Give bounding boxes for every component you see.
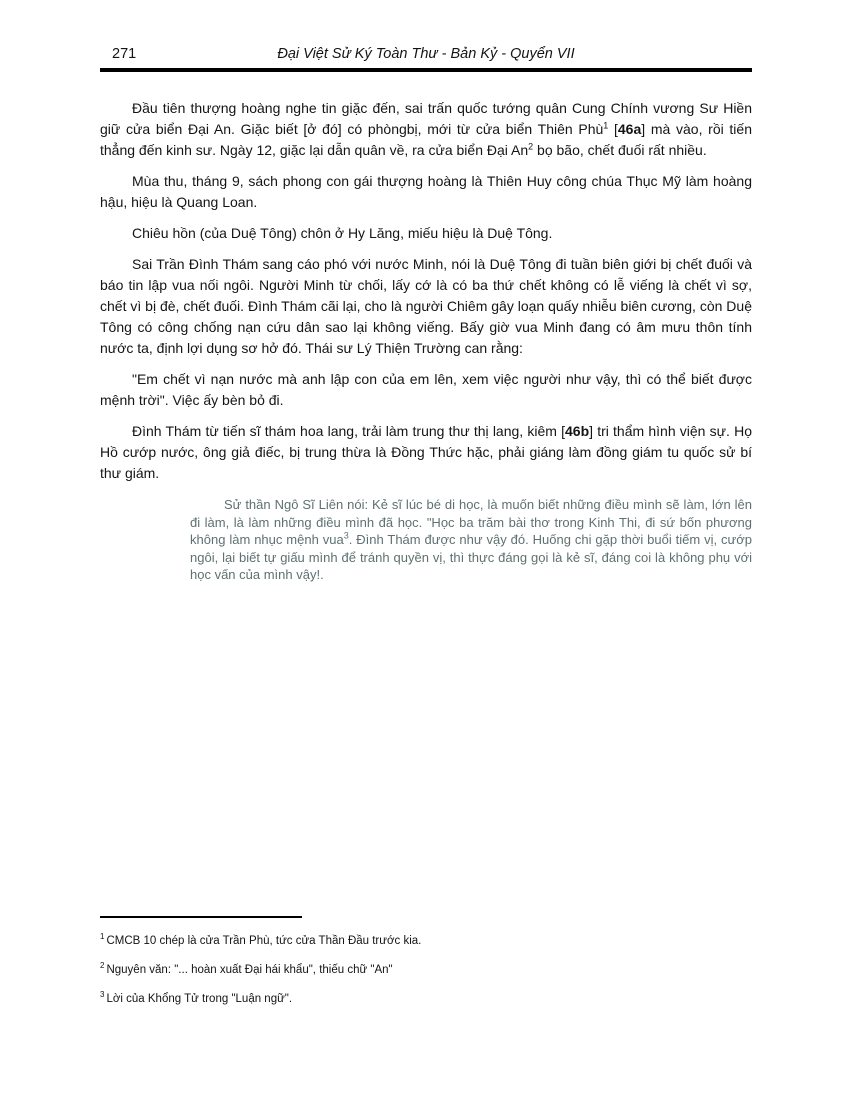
text-run: [ — [608, 121, 618, 137]
footnote-section — [100, 916, 752, 1016]
text-run: Sử thần Ngô Sĩ Liên nói: Kẻ sĩ lúc bé di học, là muốn biết những điều mình sẽ làm, lớn lên đi làm, là làm những điều mình đã học. "Học ba trăm bài thơ trong Kinh Thi, đi sứ bốn phương không làm nhục mệnh vua — [190, 497, 752, 547]
body-text — [100, 98, 752, 584]
footnote-2 — [100, 959, 752, 977]
text-run: "Em chết vì nạn nước mà anh lập con của em lên, xem việc người như vậy, thì có thể biết được mệnh trời". Việc ấy bèn bỏ đi. — [100, 371, 752, 408]
running-title: Đại Việt Sử Ký Toàn Thư - Bản Kỷ - Quyển VII — [277, 46, 575, 62]
paragraph-6 — [100, 421, 752, 484]
text-run: ] mà vào, rồi tiến thẳng đến kinh sư. Ngày 12, giặc lại dẫn quân về, ra cửa biển Đại An — [100, 121, 752, 158]
folio-marker-46b: 46b — [565, 423, 590, 439]
text-run: bọ bão, chết đuối rất nhiều. — [533, 142, 707, 158]
footnote-ref-1: 1 — [603, 120, 609, 131]
footnote-marker: 1 — [100, 932, 105, 941]
footnote-marker: 3 — [100, 989, 105, 999]
footnote-marker: 2 — [100, 960, 105, 970]
footnote-text: Nguyên văn: "... hoàn xuất Đại hái khẩu", thiếu chữ "An" — [106, 963, 393, 976]
footnote-3 — [100, 988, 752, 1006]
page-header — [100, 0, 752, 72]
text-run: Đình Thám từ tiến sĩ thám hoa lang, trải làm trung thư thị lang, kiêm [ — [132, 423, 565, 439]
footnote-ref-3: 3 — [343, 530, 349, 541]
footnote-1 — [100, 930, 752, 948]
folio-marker-46a: 46a — [617, 121, 642, 137]
text-run: Đầu tiên thượng hoàng nghe tin giặc đến, sai trấn quốc tướng quân Cung Chính vương Sư Hiền giữ cửa biển Đại An. Giặc biết [ở đó] có phòngbị, mới từ cửa biển Thiên Phù — [100, 100, 752, 137]
footnote-text: CMCB 10 chép là cửa Trần Phù, tức cửa Thần Đầu trước kia. — [106, 934, 422, 947]
footnote-separator-rule — [100, 916, 302, 918]
text-run: Chiêu hồn (của Duệ Tông) chôn ở Hy Lăng, miếu hiệu là Duệ Tông. — [132, 225, 553, 241]
historian-commentary — [190, 496, 752, 584]
paragraph-3 — [100, 223, 752, 244]
paragraph-5 — [100, 369, 752, 411]
footnote-ref-2: 2 — [528, 141, 534, 152]
paragraph-2 — [100, 171, 752, 213]
header-rule — [100, 68, 752, 72]
text-run: Mùa thu, tháng 9, sách phong con gái thượng hoàng là Thiên Huy công chúa Thục Mỹ làm hoàng hậu, hiệu là Quang Loan. — [100, 173, 752, 210]
page-number: 271 — [112, 46, 137, 62]
paragraph-4 — [100, 254, 752, 359]
text-run: . Đình Thám được như vậy đó. Huống chi gặp thời buổi tiếm vị, cướp ngôi, lại biết tự giấu mình để tránh quyền vị, thì thực đáng gọi là kẻ sĩ, đáng coi là không phụ với học vấn của mình vậy!. — [190, 532, 752, 582]
text-run: ] tri thẩm hình viện sự. Họ Hồ cướp nước, ông giả điếc, bị trung thừa là Đồng Thức hặc, phải giáng làm đồng giám tu quốc sử bí thư giám. — [100, 423, 752, 481]
text-run: Sai Trần Đình Thám sang cáo phó với nước Minh, nói là Duệ Tông đi tuần biên giới bị chết đuối và báo tin lập vua nối ngôi. Người Minh từ chối, lấy cớ là có ba thứ chết không có lễ viếng là chết vì sợ, chết vì bị đè, chết đuối. Đình Thám cãi lại, cho là người Chiêm gây loạn quấy nhiễu biên cương, còn Duệ Tông có công chống nạn cứu dân sao lại không viếng. Bấy giờ vua Minh đang có âm mưu thôn tính nước ta, định lợi dụng sơ hở đó. Thái sư Lý Thiện Trường can rằng: — [100, 256, 752, 356]
paragraph-1 — [100, 98, 752, 161]
footnote-text: Lời của Khổng Tử trong "Luận ngữ". — [106, 992, 293, 1005]
page-content-area — [100, 0, 752, 584]
